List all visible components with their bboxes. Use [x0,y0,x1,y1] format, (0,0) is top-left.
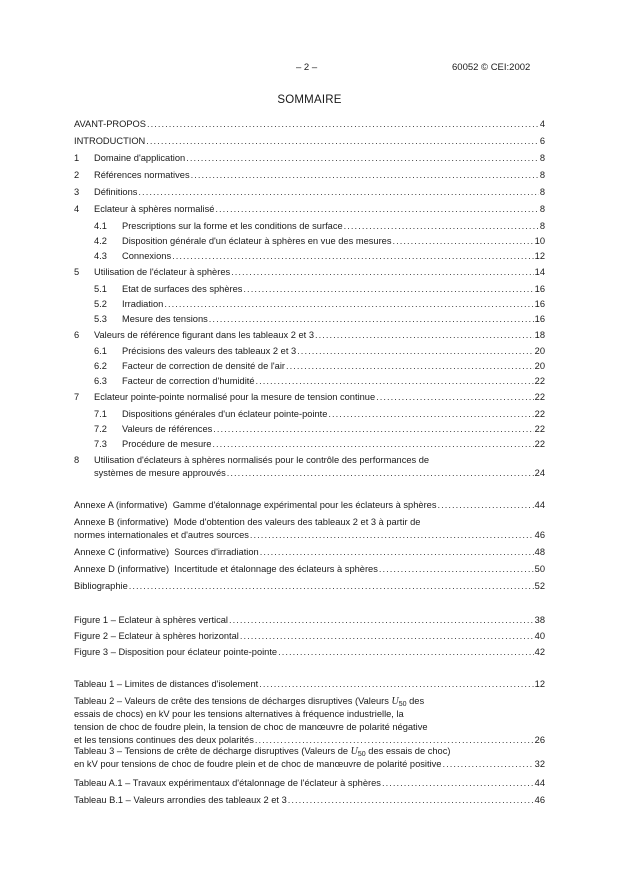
toc-entry-section-6[interactable] [74,329,545,342]
toc-label: Irradiation [122,299,164,309]
toc-entry-figure-3[interactable] [74,646,545,659]
toc-entry-tableau-3[interactable] [74,745,545,771]
toc-label: Facteur de correction d'humidité [122,376,255,386]
toc-page: 20 [534,361,545,371]
toc-page: 24 [534,468,545,478]
section-number: 5 [74,267,80,277]
page-title: SOMMAIRE [277,94,342,106]
toc-label: AVANT-PROPOS [74,119,146,129]
toc-entry-section-6-1[interactable] [74,345,545,358]
leader-dots [191,169,539,182]
toc-label: Dispositions générales d'un éclateur pointe-pointe [122,409,328,419]
toc-label-line-4: et les tensions continues des deux polarités [74,735,254,745]
toc-page: 44 [534,500,545,510]
toc-page: 20 [534,346,545,356]
leader-dots [212,438,533,451]
toc-label-line-2: en kV pour tensions de choc de foudre plein et de choc de manœuvre de polarité positive [74,759,442,769]
leader-dots [172,250,534,263]
toc-entry-section-8[interactable] [74,454,545,480]
toc-label-line-1: Tableau 2 – Valeurs de crête des tensions de décharges disruptives (Valeurs $U_{50}$ des [74,696,425,708]
toc-page: 52 [534,581,545,591]
section-number: 1 [74,153,80,163]
toc-label: Etat de surfaces des sphères [122,284,243,294]
toc-entry-annexe-a[interactable] [74,499,545,512]
leader-dots [129,580,534,593]
toc-entry-tableau-2[interactable] [74,695,545,747]
toc-entry-section-6-3[interactable] [74,375,545,388]
section-number: 4 [74,204,80,214]
toc-page: 26 [534,735,545,745]
toc-entry-section-2[interactable] [74,169,545,182]
toc-label: Connexions [122,251,172,261]
toc-entry-section-3[interactable] [74,186,545,199]
toc-label: Prescriptions sur la forme et les conditions de surface [122,221,343,231]
toc-entry-section-7-3[interactable] [74,438,545,451]
leader-dots [344,220,539,233]
leader-dots [297,345,533,358]
toc-label: Bibliographie [74,581,128,591]
page-number: – 2 – [296,62,318,73]
toc-label: Eclateur à sphères normalisé [94,204,215,214]
toc-label: Tableau 1 – Limites de distances d'isolement [74,679,259,689]
toc-label: Références normatives [94,170,190,180]
toc-label: Eclateur pointe-pointe normalisé pour la mesure de tension continue [94,392,376,402]
toc-entry-section-5-3[interactable] [74,313,545,326]
toc-label: INTRODUCTION [74,136,146,146]
toc-page: 38 [534,615,545,625]
toc-page: 46 [534,530,545,540]
toc-entry-annexe-b[interactable] [74,516,545,542]
section-number: 7.1 [94,409,107,419]
leader-dots [288,794,534,807]
toc-page: 48 [534,547,545,557]
toc-entry-section-5-2[interactable] [74,298,545,311]
toc-page: 16 [534,314,545,324]
leader-dots [376,391,534,404]
toc-label: Annexe A (informative) Gamme d'étalonnage expérimental pour les éclateurs à sphères [74,500,437,510]
section-number: 6.3 [94,376,107,386]
toc-label: Facteur de correction de densité de l'air [122,361,286,371]
toc-page: 32 [534,759,545,769]
toc-entry-section-7-2[interactable] [74,423,545,436]
toc-entry-tableau-1[interactable] [74,678,545,691]
leader-dots [146,135,539,148]
section-number: 5.3 [94,314,107,324]
leader-dots [437,499,533,512]
toc-label-line-1: Tableau 3 – Tensions de crête de décharge disruptives (Valeurs de $U_{50}$ des essais de choc) [74,746,451,758]
toc-entry-introduction[interactable] [74,135,545,148]
toc-label-line-3: tension de choc de foudre plein, la tension de choc de manœuvre de polarité négative [74,722,428,732]
toc-page: 4 [539,119,545,129]
toc-entry-section-5[interactable] [74,266,545,279]
toc-page: 14 [534,267,545,277]
toc-label: Précisions des valeurs des tableaux 2 et 3 [122,346,297,356]
toc-entry-bibliographie[interactable] [74,580,545,593]
toc-entry-section-4-2[interactable] [74,235,545,248]
leader-dots [250,529,534,542]
section-number: 5.2 [94,299,107,309]
toc-page: 6 [539,136,545,146]
section-number: 3 [74,187,80,197]
leader-dots [260,546,534,559]
leader-dots [382,777,534,790]
leader-dots [138,186,538,199]
toc-page: 42 [534,647,545,657]
toc-page: 16 [534,299,545,309]
toc-label-line-2: normes internationales et d'autres sources [74,530,249,540]
section-number: 7.3 [94,439,107,449]
leader-dots [278,646,534,659]
leader-dots [215,203,538,216]
toc-label: Annexe C (informative) Sources d'irradiation [74,547,259,557]
section-number: 7 [74,392,80,402]
leader-dots [256,375,534,388]
toc-entry-section-7[interactable] [74,391,545,404]
toc-entry-annexe-d[interactable] [74,563,545,576]
leader-dots [315,329,534,342]
toc-page: 10 [534,236,545,246]
leader-dots [379,563,534,576]
toc-entry-avant-propos[interactable] [74,118,545,131]
toc-page: 18 [534,330,545,340]
leader-dots [240,630,534,643]
toc-label: Mesure des tensions [122,314,208,324]
toc-page: 22 [534,439,545,449]
leader-dots [442,758,533,771]
section-number: 2 [74,170,80,180]
section-number: 8 [74,455,80,465]
toc-entry-section-6-2[interactable] [74,360,545,373]
toc-label: Figure 2 – Eclateur à sphères horizontal [74,631,239,641]
leader-dots [243,283,533,296]
toc-entry-section-5-1[interactable] [74,283,545,296]
toc-entry-section-4-3[interactable] [74,250,545,263]
toc-page: 8 [539,204,545,214]
toc-page: 12 [534,251,545,261]
toc-page: 22 [534,409,545,419]
leader-dots [328,408,533,421]
toc-page: 50 [534,564,545,574]
toc-entry-section-1[interactable] [74,152,545,165]
section-number: 6.1 [94,346,107,356]
toc-entry-figure-2[interactable] [74,630,545,643]
toc-page: 16 [534,284,545,294]
toc-label: Procédure de mesure [122,439,212,449]
leader-dots [229,614,534,627]
toc-entry-section-4-1[interactable] [74,220,545,233]
toc-label: Utilisation de l'éclateur à sphères [94,267,231,277]
section-number: 4.1 [94,221,107,231]
toc-entry-figure-1[interactable] [74,614,545,627]
section-number: 5.1 [94,284,107,294]
u50-symbol: U [350,746,358,757]
toc-page: 46 [534,795,545,805]
toc-entry-tableau-a1[interactable] [74,777,545,790]
toc-label-line-1: Utilisation d'éclateurs à sphères normalisés pour le contrôle des performances de [94,455,430,465]
toc-label: Figure 1 – Eclateur à sphères vertical [74,615,228,625]
toc-page: 22 [534,424,545,434]
toc-label: Tableau B.1 – Valeurs arrondies des tableaux 2 et 3 [74,795,287,805]
leader-dots [147,118,539,131]
toc-label: Annexe D (informative) Incertitude et étalonnage des éclateurs à sphères [74,564,378,574]
toc-entry-section-7-1[interactable] [74,408,545,421]
toc-label: Valeurs de références [122,424,213,434]
section-number: 6.2 [94,361,107,371]
toc-entry-section-4[interactable] [74,203,545,216]
toc-label: Tableau A.1 – Travaux expérimentaux d'étalonnage de l'éclateur à sphères [74,778,381,788]
leader-dots [227,467,534,480]
toc-page: 44 [534,778,545,788]
toc-label: Figure 3 – Disposition pour éclateur pointe-pointe [74,647,278,657]
toc-page: 40 [534,631,545,641]
leader-dots [231,266,534,279]
section-number: 7.2 [94,424,107,434]
toc-page: 12 [534,679,545,689]
leader-dots [286,360,534,373]
toc-label: Valeurs de référence figurant dans les tableaux 2 et 3 [94,330,314,340]
toc-label-line-2: systèmes de mesure approuvés [94,468,226,478]
leader-dots [213,423,533,436]
section-number: 4.3 [94,251,107,261]
leader-dots [209,313,534,326]
leader-dots [164,298,533,311]
u50-symbol: U [391,696,399,707]
toc-label-line-2: essais de chocs) en kV pour les tensions alternatives à fréquence industrielle, la [74,709,404,719]
leader-dots [259,678,533,691]
toc-page: 8 [539,221,545,231]
leader-dots [392,235,533,248]
toc-page: 22 [534,392,545,402]
toc-label-line-1: Annexe B (informative) Mode d'obtention des valeurs des tableaux 2 et 3 à partir de [74,517,421,527]
section-number: 4.2 [94,236,107,246]
toc-page: 22 [534,376,545,386]
toc-label: Définitions [94,187,138,197]
section-number: 6 [74,330,80,340]
toc-page: 8 [539,187,545,197]
leader-dots [186,152,539,165]
toc-label: Disposition générale d'un éclateur à sphères en vue des mesures [122,236,392,246]
document-reference: 60052 © CEI:2002 [452,62,531,73]
toc-entry-tableau-b1[interactable] [74,794,545,807]
toc-entry-annexe-c[interactable] [74,546,545,559]
toc-page: 8 [539,170,545,180]
toc-label: Domaine d'application [94,153,186,163]
toc-page: 8 [539,153,545,163]
